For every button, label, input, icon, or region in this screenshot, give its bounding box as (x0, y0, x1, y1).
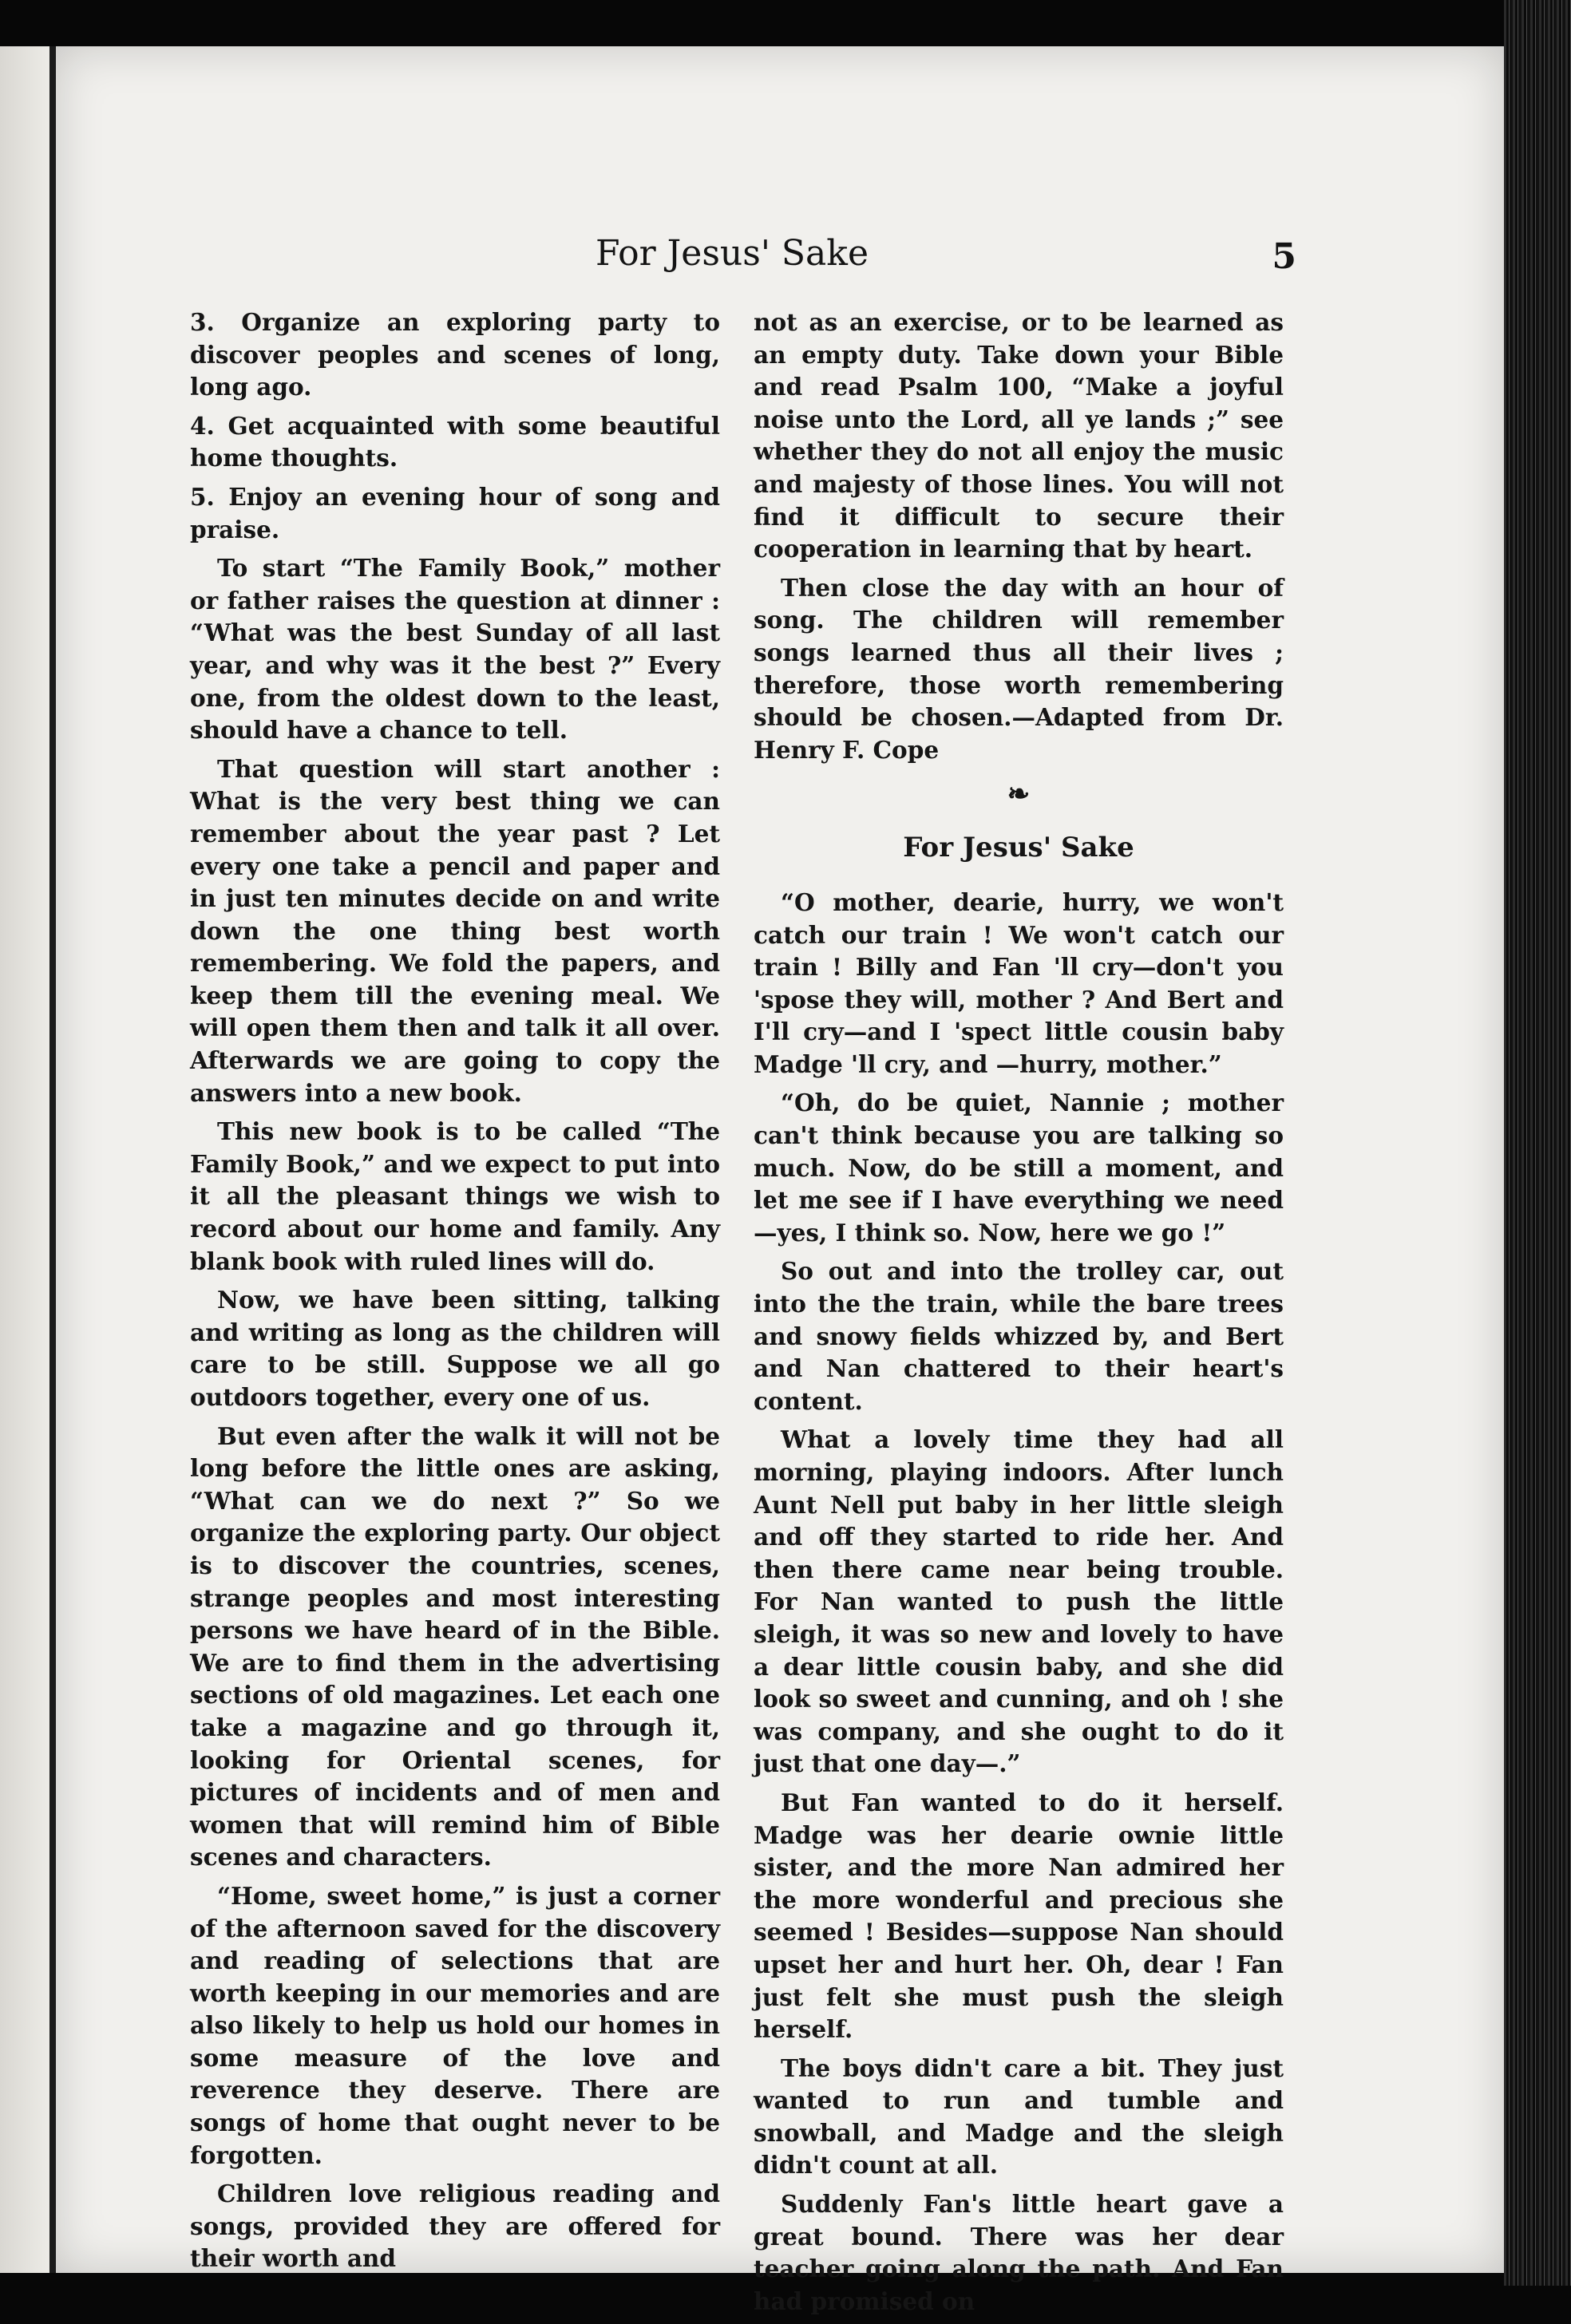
paragraph: “O mother, dearie, hurry, we won't catch our train ! We won't catch our train ! Billy and Fan 'll cry—don't you 'spose they will, mother ? And Bert and I'll cry—and I 'spect little cousin baby Madge 'll cry, and —hurry, mother.” (754, 887, 1284, 1078)
page-number: 5 (1272, 236, 1296, 277)
paragraph: But even after the walk it will not be long before the little ones are asking, “What can we do next ?” So we organize the exploring party. Our object is to discover the countries, scenes, strange peoples and most interesting persons we have heard of in the Bible. We are to find them in the advertising sections of old magazines. Let each one take a magazine and go through it, looking for Oriental scenes, for pictures of incidents and of men and women that will remind him of Bible scenes and characters. (190, 1421, 720, 1871)
list-item: 5. Enjoy an evening hour of song and praise. (190, 482, 720, 543)
paragraph: That question will start another : What is the very best thing we can remember about the year past ? Let every one take a pencil and paper and in just ten minutes decide on and write down the one thing best worth remembering. We fold the papers, and keep them till the evening meal. We will open them then and talk it all over. Afterwards we are going to copy the answers into a new book. (190, 754, 720, 1107)
right-column (754, 306, 1284, 2324)
previous-page-edge (0, 46, 56, 2273)
paragraph: Then close the day with an hour of song. The children will remember songs learned thus all their lives ; therefore, those worth remembering should be chosen.—Adapted from Dr. Henry F. Cope (754, 573, 1284, 764)
list-item: 3. Organize an exploring party to discover peoples and scenes of long, long ago. (190, 308, 720, 401)
paragraph: What a lovely time they had all morning, playing indoors. After lunch Aunt Nell put baby in her little sleigh and off they started to ride her. And then there came near being trouble. For Nan wanted to push the little sleigh, it was so new and lovely to have a dear little cousin baby, and she did look so sweet and cunning, and oh ! she was company, and she ought to do it just that one day—.” (754, 1425, 1284, 1778)
paragraph: Suddenly Fan's little heart gave a great bound. There was her dear teacher going along the path. And Fan had promised on (754, 2190, 1284, 2315)
left-column (190, 306, 720, 2282)
running-head: For Jesus' Sake (596, 233, 869, 274)
paragraph: The boys didn't care a bit. They just wanted to run and tumble and snowball, and Madge and the sleigh didn't count at all. (754, 2053, 1284, 2180)
paragraph: So out and into the trolley car, out into the the train, while the bare trees and snowy fields whizzed by, and Bert and Nan chattered to their heart's content. (754, 1257, 1284, 1415)
page-stack-edge (1504, 0, 1571, 2286)
paragraph: “Oh, do be quiet, Nannie ; mother can't think because you are talking so much. Now, do be still a moment, and let me see if I have everything we need—yes, I think so. Now, here we go !” (754, 1089, 1284, 1247)
paragraph: But Fan wanted to do it herself. Madge was her dearie ownie little sister, and the more Nan admired her the more wonderful and precious she seemed ! Besides—suppose Nan should upset her and hurt her. Oh, dear ! Fan just felt she must push the sleigh herself. (754, 1788, 1284, 2044)
ornament-icon: ❧ (1007, 778, 1031, 811)
paragraph: Now, we have been sitting, talking and writing as long as the children will care to be still. Suppose we all go outdoors together, every one of us. (190, 1286, 720, 1411)
paragraph: “Home, sweet home,” is just a corner of the afternoon saved for the discovery and reading of selections that are worth keeping in our memories and are also likely to help us hold our homes in some measure of the love and reverence they deserve. There are songs of home that ought never to be forgotten. (190, 1881, 720, 2169)
paragraph: This new book is to be called “The Family Book,” and we expect to put into it all the pleasant things we wish to record about our home and family. Any blank book with ruled lines will do. (190, 1117, 720, 1275)
list-item: 4. Get acquainted with some beautiful home thoughts. (190, 411, 720, 472)
paragraph: To start “The Family Book,” mother or father raises the question at dinner : “What was the best Sunday of all last year, and why was it the best ?” Every one, from the oldest down to the least, should have a chance to tell. (190, 554, 720, 745)
section-title: For Jesus' Sake (903, 832, 1134, 864)
paragraph: Children love religious reading and songs, provided they are offered for their worth and (190, 2180, 720, 2273)
paragraph: not as an exercise, or to be learned as an empty duty. Take down your Bible and read Psalm 100, “Make a joyful noise unto the Lord, all ye lands ;” see whether they do not all enjoy the music and majesty of those lines. You will not find it difficult to secure their cooperation in learning that by heart. (754, 308, 1284, 563)
